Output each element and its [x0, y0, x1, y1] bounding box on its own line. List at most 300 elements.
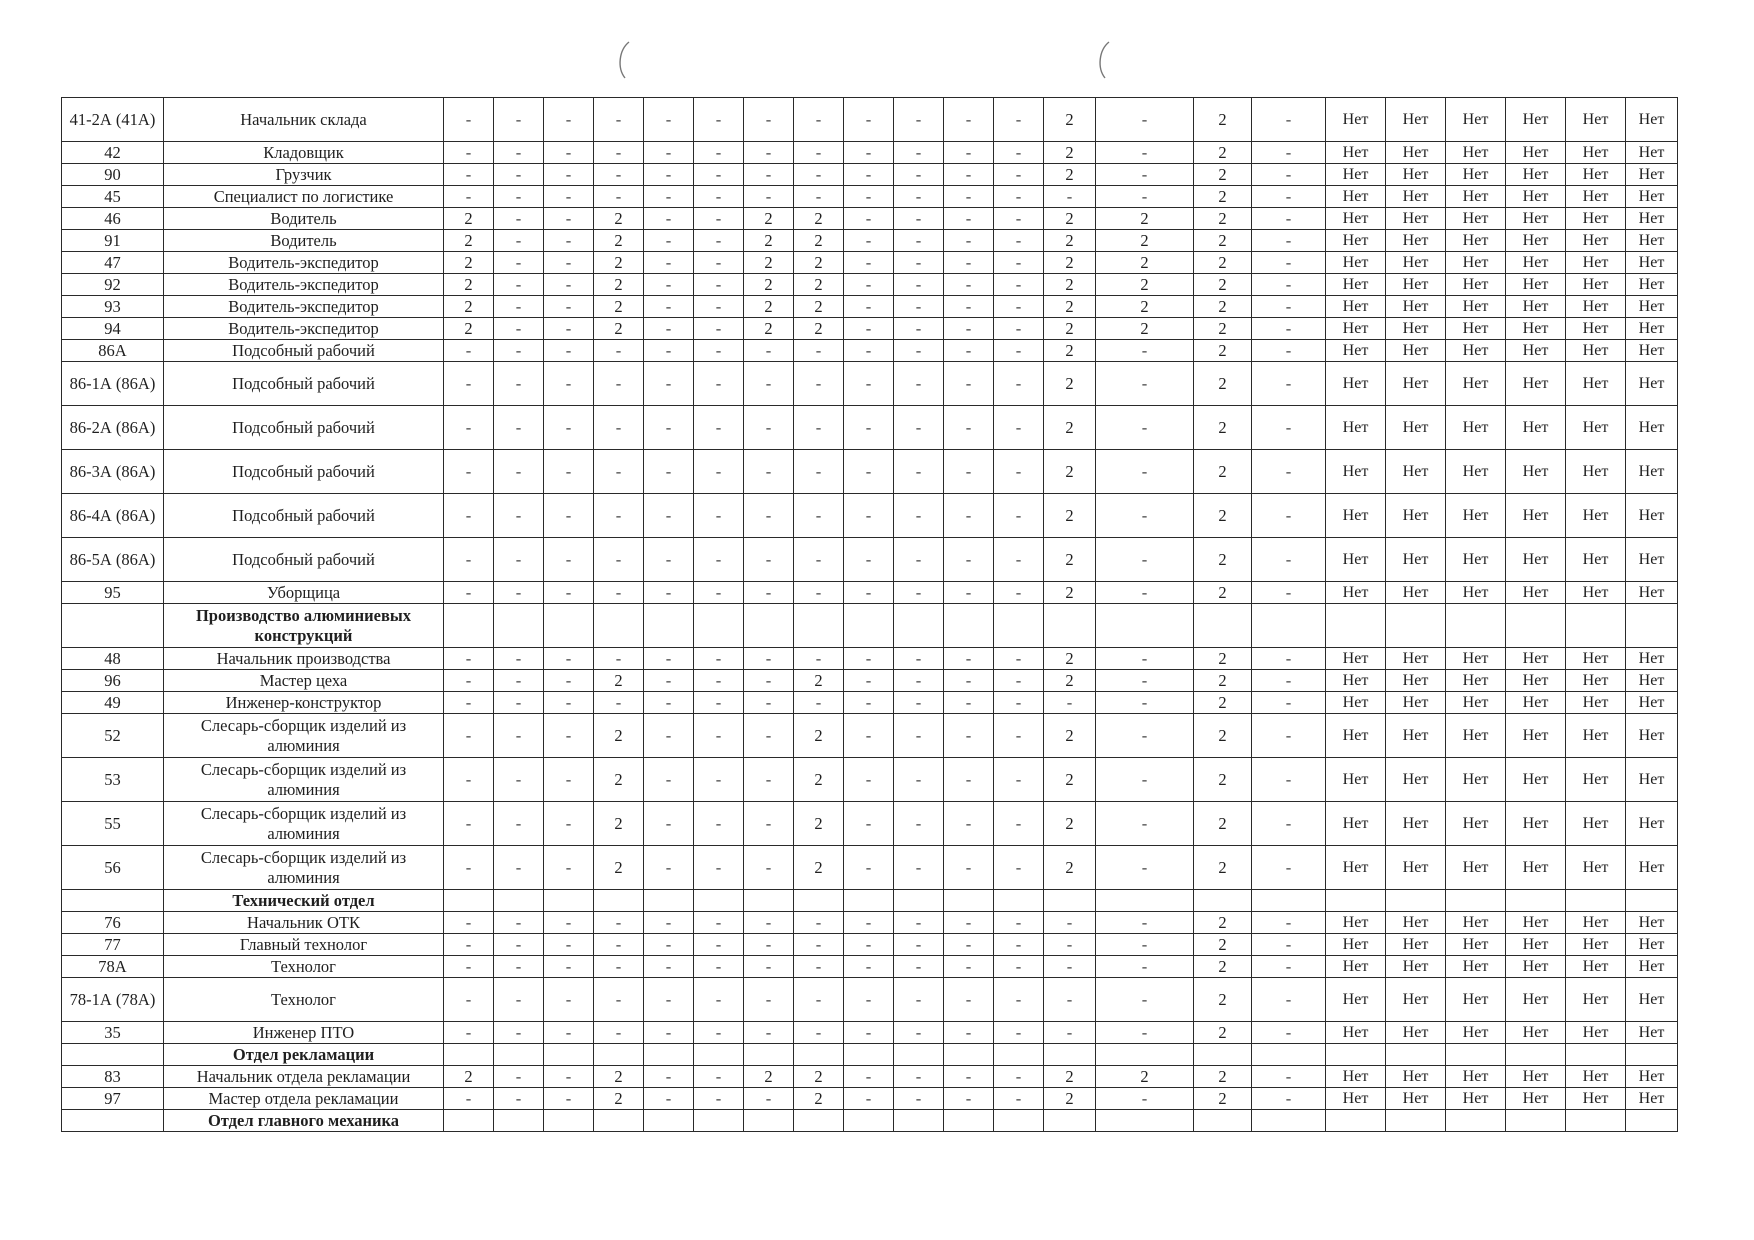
table-row: [62, 670, 1678, 692]
benefit-value: Нет: [1566, 494, 1626, 538]
job-title: Слесарь-сборщик изделий из алюминия: [164, 758, 444, 802]
benefit-value: Нет: [1626, 846, 1678, 890]
factor-value: -: [544, 142, 594, 164]
job-code: 95: [62, 582, 164, 604]
factor-value: -: [444, 648, 494, 670]
factor-value: -: [994, 912, 1044, 934]
factor-value: -: [594, 98, 644, 142]
factor-value: -: [694, 164, 744, 186]
factor-value: 2: [1194, 142, 1252, 164]
factor-value: -: [894, 164, 944, 186]
table-row: [62, 230, 1678, 252]
section-title: Отдел рекламации: [164, 1044, 444, 1066]
factor-value: 2: [744, 296, 794, 318]
factor-value: -: [1096, 670, 1194, 692]
benefit-value: Нет: [1626, 648, 1678, 670]
factor-value: -: [1252, 692, 1326, 714]
factor-value: -: [994, 186, 1044, 208]
factor-value: -: [1096, 362, 1194, 406]
factor-value: 2: [1044, 406, 1096, 450]
section-code-cell: [62, 1044, 164, 1066]
benefit-value: Нет: [1446, 802, 1506, 846]
factor-value: 2: [1194, 912, 1252, 934]
factor-value: 2: [794, 1066, 844, 1088]
factor-value: -: [1252, 318, 1326, 340]
factor-value: -: [644, 208, 694, 230]
benefit-value: Нет: [1386, 362, 1446, 406]
table-row: [62, 692, 1678, 714]
factor-value: -: [794, 538, 844, 582]
factor-value: 2: [594, 802, 644, 846]
factor-value: -: [744, 978, 794, 1022]
empty-cell: [944, 890, 994, 912]
factor-value: -: [594, 164, 644, 186]
factor-value: -: [944, 1066, 994, 1088]
factor-value: -: [644, 406, 694, 450]
benefit-value: Нет: [1326, 670, 1386, 692]
job-title: Водитель-экспедитор: [164, 318, 444, 340]
punch-hole-mark-left: [615, 40, 633, 80]
benefit-value: Нет: [1446, 362, 1506, 406]
factor-value: -: [694, 714, 744, 758]
factor-value: -: [644, 956, 694, 978]
benefit-value: Нет: [1386, 846, 1446, 890]
benefit-value: Нет: [1506, 318, 1566, 340]
factor-value: -: [1096, 956, 1194, 978]
factor-value: 2: [1044, 538, 1096, 582]
benefit-value: Нет: [1446, 252, 1506, 274]
factor-value: -: [444, 758, 494, 802]
empty-cell: [994, 1110, 1044, 1132]
factor-value: 2: [1194, 956, 1252, 978]
benefit-value: Нет: [1626, 230, 1678, 252]
factor-value: -: [544, 912, 594, 934]
factor-value: -: [844, 846, 894, 890]
benefit-value: Нет: [1326, 340, 1386, 362]
factor-value: 2: [1194, 802, 1252, 846]
factor-value: -: [894, 758, 944, 802]
factor-value: 2: [1194, 362, 1252, 406]
benefit-value: Нет: [1446, 978, 1506, 1022]
table-row: [62, 846, 1678, 890]
factor-value: -: [644, 1088, 694, 1110]
empty-cell: [1506, 604, 1566, 648]
factor-value: -: [444, 406, 494, 450]
factor-value: -: [544, 98, 594, 142]
job-code: 96: [62, 670, 164, 692]
factor-value: -: [544, 758, 594, 802]
factor-value: 2: [1194, 98, 1252, 142]
job-title: Подсобный рабочий: [164, 406, 444, 450]
job-title: Главный технолог: [164, 934, 444, 956]
factor-value: 2: [1044, 230, 1096, 252]
empty-cell: [894, 1044, 944, 1066]
benefit-value: Нет: [1326, 450, 1386, 494]
factor-value: -: [944, 450, 994, 494]
empty-cell: [1566, 1044, 1626, 1066]
factor-value: -: [1096, 582, 1194, 604]
factor-value: -: [494, 670, 544, 692]
factor-value: -: [444, 494, 494, 538]
factor-value: -: [844, 912, 894, 934]
empty-cell: [1566, 890, 1626, 912]
factor-value: -: [1096, 406, 1194, 450]
factor-value: -: [644, 648, 694, 670]
section-title: Производство алюминиевых конструкций: [164, 604, 444, 648]
factor-value: -: [494, 934, 544, 956]
factor-value: -: [1252, 670, 1326, 692]
factor-value: -: [694, 692, 744, 714]
benefit-value: Нет: [1326, 164, 1386, 186]
empty-cell: [544, 1044, 594, 1066]
benefit-value: Нет: [1506, 164, 1566, 186]
job-code: 45: [62, 186, 164, 208]
empty-cell: [1446, 890, 1506, 912]
table-row: [62, 1022, 1678, 1044]
empty-cell: [1044, 604, 1096, 648]
factor-value: -: [994, 98, 1044, 142]
benefit-value: Нет: [1566, 846, 1626, 890]
factor-value: 2: [794, 670, 844, 692]
benefit-value: Нет: [1506, 934, 1566, 956]
empty-cell: [594, 1110, 644, 1132]
factor-value: 2: [1044, 758, 1096, 802]
factor-value: -: [944, 340, 994, 362]
factor-value: -: [694, 978, 744, 1022]
factor-value: -: [644, 494, 694, 538]
factor-value: -: [744, 912, 794, 934]
factor-value: -: [794, 648, 844, 670]
empty-cell: [644, 1044, 694, 1066]
factor-value: -: [894, 362, 944, 406]
factor-value: -: [944, 164, 994, 186]
benefit-value: Нет: [1446, 714, 1506, 758]
table-row: [62, 494, 1678, 538]
factor-value: -: [494, 274, 544, 296]
section-row: [62, 604, 1678, 648]
factor-value: -: [444, 340, 494, 362]
factor-value: -: [944, 912, 994, 934]
factor-value: -: [644, 912, 694, 934]
factor-value: 2: [594, 318, 644, 340]
factor-value: 2: [1194, 714, 1252, 758]
benefit-value: Нет: [1626, 340, 1678, 362]
job-code: 47: [62, 252, 164, 274]
factor-value: 2: [1194, 538, 1252, 582]
job-code: 86-4А (86А): [62, 494, 164, 538]
benefit-value: Нет: [1386, 714, 1446, 758]
empty-cell: [494, 1110, 544, 1132]
factor-value: -: [794, 186, 844, 208]
empty-cell: [444, 890, 494, 912]
factor-value: -: [1252, 538, 1326, 582]
empty-cell: [1096, 1044, 1194, 1066]
empty-cell: [694, 890, 744, 912]
factor-value: -: [594, 934, 644, 956]
job-title: Подсобный рабочий: [164, 494, 444, 538]
factor-value: -: [444, 186, 494, 208]
benefit-value: Нет: [1566, 1066, 1626, 1088]
table-row: [62, 142, 1678, 164]
factor-value: -: [544, 406, 594, 450]
factor-value: -: [494, 98, 544, 142]
job-code: 41-2А (41А): [62, 98, 164, 142]
benefit-value: Нет: [1506, 406, 1566, 450]
benefit-value: Нет: [1626, 758, 1678, 802]
factor-value: -: [944, 362, 994, 406]
benefit-value: Нет: [1626, 98, 1678, 142]
benefit-value: Нет: [1386, 934, 1446, 956]
job-title: Подсобный рабочий: [164, 538, 444, 582]
benefit-value: Нет: [1386, 208, 1446, 230]
factor-value: -: [444, 98, 494, 142]
job-title: Водитель: [164, 208, 444, 230]
factor-value: 2: [1044, 164, 1096, 186]
benefit-value: Нет: [1566, 296, 1626, 318]
empty-cell: [444, 1044, 494, 1066]
factor-value: 2: [794, 802, 844, 846]
factor-value: -: [444, 1022, 494, 1044]
factor-value: -: [444, 362, 494, 406]
empty-cell: [1326, 890, 1386, 912]
job-code: 52: [62, 714, 164, 758]
factor-value: -: [844, 1022, 894, 1044]
factor-value: -: [994, 164, 1044, 186]
section-row: [62, 1110, 1678, 1132]
job-code: 86-3А (86А): [62, 450, 164, 494]
table-row: [62, 714, 1678, 758]
factor-value: -: [694, 648, 744, 670]
empty-cell: [1252, 1110, 1326, 1132]
factor-value: 2: [744, 318, 794, 340]
job-code: 78-1А (78А): [62, 978, 164, 1022]
table-row: [62, 186, 1678, 208]
factor-value: -: [544, 450, 594, 494]
job-code: 76: [62, 912, 164, 934]
factor-value: 2: [1096, 230, 1194, 252]
factor-value: -: [544, 186, 594, 208]
factor-value: -: [994, 450, 1044, 494]
factor-value: -: [794, 934, 844, 956]
factor-value: -: [644, 164, 694, 186]
factor-value: -: [744, 934, 794, 956]
factor-value: -: [744, 802, 794, 846]
benefit-value: Нет: [1326, 98, 1386, 142]
factor-value: -: [544, 230, 594, 252]
factor-value: -: [1096, 934, 1194, 956]
benefit-value: Нет: [1326, 934, 1386, 956]
factor-value: -: [444, 714, 494, 758]
factor-value: 2: [794, 714, 844, 758]
table-row: [62, 362, 1678, 406]
benefit-value: Нет: [1626, 494, 1678, 538]
factor-value: 2: [594, 274, 644, 296]
factor-value: -: [1252, 164, 1326, 186]
benefit-value: Нет: [1446, 956, 1506, 978]
factor-value: -: [744, 186, 794, 208]
benefit-value: Нет: [1566, 1022, 1626, 1044]
job-title: Слесарь-сборщик изделий из алюминия: [164, 802, 444, 846]
empty-cell: [844, 1110, 894, 1132]
benefit-value: Нет: [1386, 274, 1446, 296]
benefit-value: Нет: [1566, 450, 1626, 494]
factor-value: -: [894, 802, 944, 846]
factor-value: 2: [1194, 1088, 1252, 1110]
factor-value: 2: [1194, 846, 1252, 890]
benefit-value: Нет: [1566, 164, 1626, 186]
job-title: Водитель-экспедитор: [164, 252, 444, 274]
benefit-value: Нет: [1326, 582, 1386, 604]
benefit-value: Нет: [1326, 846, 1386, 890]
factor-value: -: [594, 978, 644, 1022]
empty-cell: [1096, 1110, 1194, 1132]
benefit-value: Нет: [1506, 714, 1566, 758]
factor-value: -: [944, 692, 994, 714]
factor-value: -: [1252, 230, 1326, 252]
factor-value: 2: [794, 252, 844, 274]
job-code: 48: [62, 648, 164, 670]
benefit-value: Нет: [1386, 538, 1446, 582]
job-code: 42: [62, 142, 164, 164]
factor-value: -: [644, 296, 694, 318]
benefit-value: Нет: [1326, 802, 1386, 846]
benefit-value: Нет: [1386, 164, 1446, 186]
benefit-value: Нет: [1386, 252, 1446, 274]
factor-value: -: [694, 670, 744, 692]
benefit-value: Нет: [1506, 450, 1566, 494]
factor-value: -: [894, 692, 944, 714]
factor-value: -: [944, 648, 994, 670]
factor-value: -: [1096, 142, 1194, 164]
benefit-value: Нет: [1506, 758, 1566, 802]
factor-value: -: [644, 758, 694, 802]
factor-value: -: [494, 494, 544, 538]
benefit-value: Нет: [1326, 1066, 1386, 1088]
benefit-value: Нет: [1326, 406, 1386, 450]
empty-cell: [844, 1044, 894, 1066]
factor-value: -: [994, 362, 1044, 406]
benefit-value: Нет: [1506, 362, 1566, 406]
benefit-value: Нет: [1626, 208, 1678, 230]
benefit-value: Нет: [1326, 142, 1386, 164]
benefit-value: Нет: [1566, 406, 1626, 450]
factor-value: -: [744, 692, 794, 714]
job-code: 86А: [62, 340, 164, 362]
benefit-value: Нет: [1626, 450, 1678, 494]
table-row: [62, 802, 1678, 846]
factor-value: -: [1252, 362, 1326, 406]
empty-cell: [844, 890, 894, 912]
benefit-value: Нет: [1446, 912, 1506, 934]
factor-value: -: [744, 758, 794, 802]
factor-value: -: [1096, 164, 1194, 186]
benefit-value: Нет: [1506, 582, 1566, 604]
benefit-value: Нет: [1626, 142, 1678, 164]
benefit-value: Нет: [1626, 1088, 1678, 1110]
benefit-value: Нет: [1566, 758, 1626, 802]
table-row: [62, 318, 1678, 340]
benefit-value: Нет: [1326, 494, 1386, 538]
benefit-value: Нет: [1386, 406, 1446, 450]
factor-value: -: [644, 670, 694, 692]
factor-value: -: [494, 648, 544, 670]
section-row: [62, 890, 1678, 912]
factor-value: -: [644, 692, 694, 714]
benefit-value: Нет: [1386, 340, 1446, 362]
factor-value: -: [1096, 692, 1194, 714]
factor-value: -: [544, 296, 594, 318]
job-title: Мастер цеха: [164, 670, 444, 692]
factor-value: -: [944, 846, 994, 890]
empty-cell: [1626, 890, 1678, 912]
table-row: [62, 648, 1678, 670]
factor-value: -: [894, 1088, 944, 1110]
benefit-value: Нет: [1446, 1088, 1506, 1110]
factor-value: -: [844, 274, 894, 296]
benefit-value: Нет: [1386, 912, 1446, 934]
factor-value: 2: [1044, 582, 1096, 604]
empty-cell: [794, 604, 844, 648]
factor-value: -: [444, 450, 494, 494]
benefit-value: Нет: [1626, 912, 1678, 934]
factor-value: -: [644, 318, 694, 340]
factor-value: -: [694, 296, 744, 318]
factor-value: -: [844, 582, 894, 604]
section-code-cell: [62, 604, 164, 648]
job-code: 83: [62, 1066, 164, 1088]
benefit-value: Нет: [1626, 692, 1678, 714]
benefit-value: Нет: [1386, 648, 1446, 670]
factor-value: -: [544, 340, 594, 362]
factor-value: -: [844, 934, 894, 956]
factor-value: -: [594, 538, 644, 582]
empty-cell: [444, 1110, 494, 1132]
factor-value: -: [544, 252, 594, 274]
job-title: Инженер ПТО: [164, 1022, 444, 1044]
table-row: [62, 978, 1678, 1022]
factor-value: -: [644, 1066, 694, 1088]
factor-value: -: [594, 912, 644, 934]
factor-value: -: [444, 956, 494, 978]
factor-value: -: [994, 648, 1044, 670]
factor-value: -: [894, 296, 944, 318]
factor-value: 2: [1194, 252, 1252, 274]
factor-value: -: [494, 956, 544, 978]
factor-value: -: [694, 538, 744, 582]
factor-value: -: [844, 714, 894, 758]
benefit-value: Нет: [1566, 956, 1626, 978]
benefit-value: Нет: [1566, 912, 1626, 934]
benefit-value: Нет: [1506, 208, 1566, 230]
factor-value: -: [1252, 978, 1326, 1022]
factor-value: 2: [1096, 296, 1194, 318]
benefit-value: Нет: [1386, 802, 1446, 846]
factor-value: -: [494, 318, 544, 340]
factor-value: 2: [794, 274, 844, 296]
factor-value: -: [494, 450, 544, 494]
job-code: 86-5А (86А): [62, 538, 164, 582]
factor-value: -: [744, 164, 794, 186]
benefit-value: Нет: [1446, 538, 1506, 582]
factor-value: 2: [794, 758, 844, 802]
table-row: [62, 208, 1678, 230]
factor-value: -: [844, 318, 894, 340]
factor-value: -: [844, 296, 894, 318]
benefit-value: Нет: [1506, 692, 1566, 714]
empty-cell: [594, 1044, 644, 1066]
factor-value: 2: [1194, 494, 1252, 538]
benefit-value: Нет: [1566, 802, 1626, 846]
